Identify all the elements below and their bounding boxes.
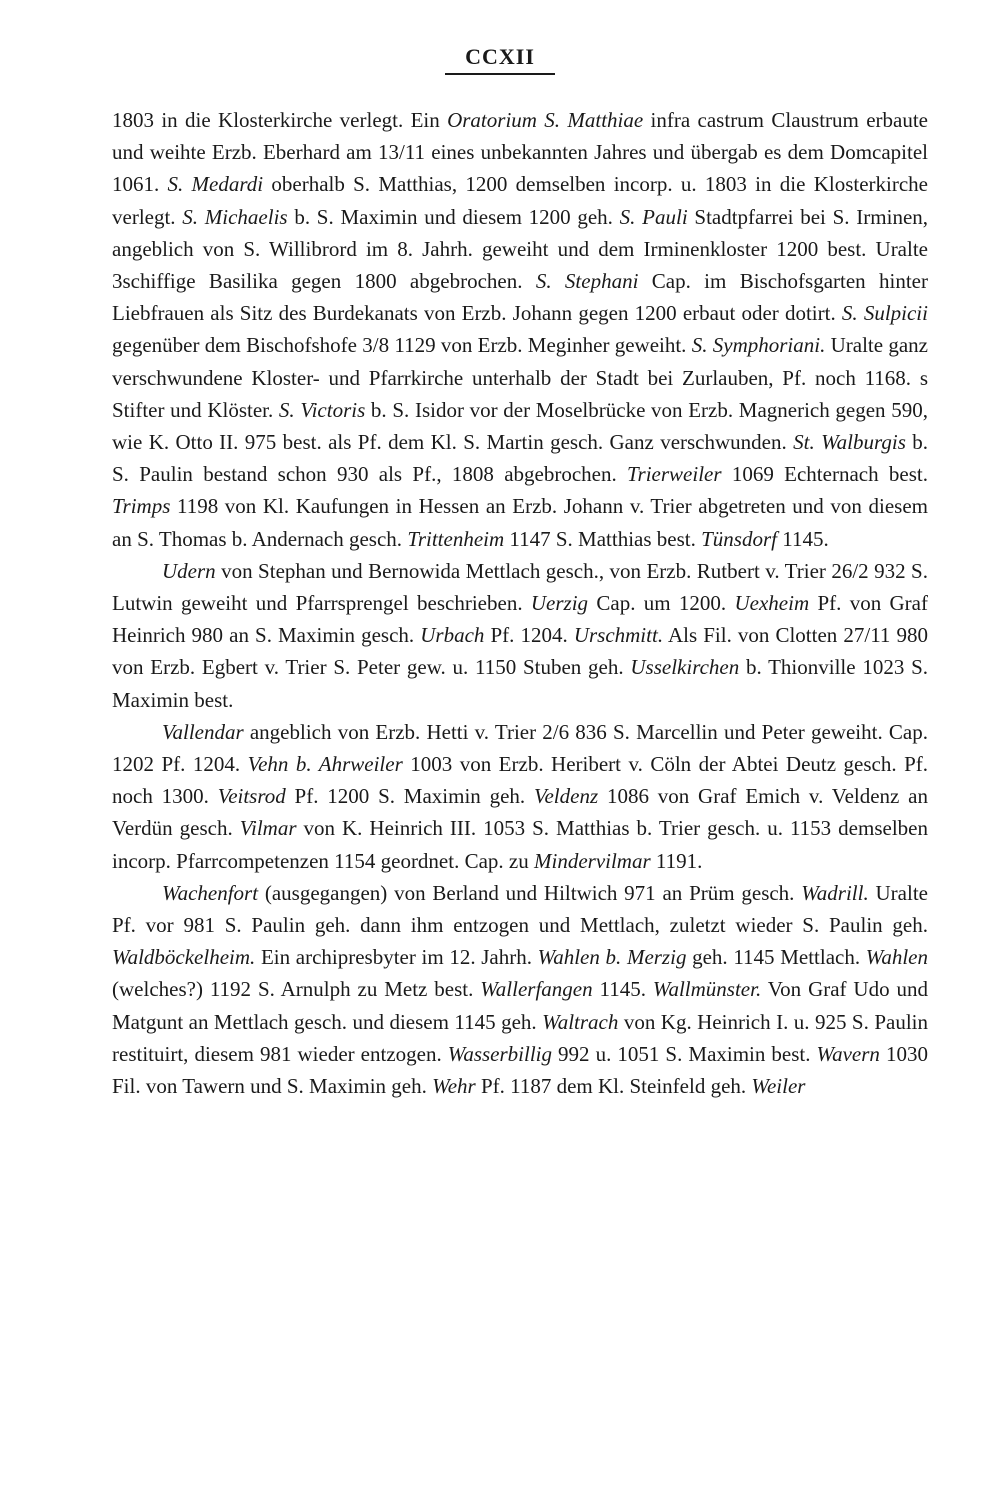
entry-name: Urbach [420,623,485,648]
entry-text: 1069 Echternach best. [721,462,928,487]
entry-text: oberhalb S. Matthias, 1200 demselben incorp. u. 1803 in die Klosterkirche verlegt. [112,172,929,229]
entry-name: Wadrill. [801,880,869,905]
entry-text: b. S. Paulin bestand schon 930 als Pf., 1808 abgebrochen. [112,430,928,487]
entry-text: 1003 von Erzb. Heribert v. Cöln der Abtei Deutz gesch. Pf. noch 1300. [112,752,928,809]
entry-name: Wahlen b. Merzig [537,945,687,970]
entry-name: Urschmitt. [573,623,664,648]
entry-name: Waltrach [542,1009,619,1034]
entry-name: Mindervilmar [534,848,651,873]
entry-text: Ein archipresbyter im 12. Jahrh. [255,945,538,970]
entry-text: Stadtpfarrei bei S. Irminen, angeblich von S. Willibrord im 8. Jahrh. geweiht und dem Irminenkloster 1200 best. Uralte 3schiffige Basilika gegen 1800 abgebrochen. [112,204,929,294]
paragraph [112,877,928,1102]
entry-text: (ausgegangen) von Berland und Hiltwich 971 an Prüm gesch. [258,880,802,905]
entry-name: Vehn b. Ahrweiler [247,752,403,777]
entry-text: 1191. [650,848,703,873]
entry-text: angeblich von Erzb. Hetti v. Trier 2/6 836 S. Marcellin und Peter geweiht. Cap. 1202 Pf. 1204. [112,719,928,777]
entry-text: 1147 S. Matthias best. [504,526,702,551]
entry-name: Wallerfangen [480,977,593,1002]
entry-text: von K. Heinrich III. 1053 S. Matthias b. Trier gesch. u. 1153 demselben incorp. Pfarrcompetenzen 1154 geordnet. Cap. zu [112,816,928,873]
entry-name: S. Pauli [619,204,688,229]
entry-text: von Kg. Heinrich I. u. 925 S. Paulin restituirt, diesem 981 wieder entzogen. [112,1009,928,1066]
page-header [0,44,1000,75]
entry-name: Wasserbillig [447,1041,553,1066]
entry-name: Wavern [816,1041,880,1066]
entry-name: Veldenz [533,784,599,809]
entry-text: b. S. Isidor vor der Moselbrücke von Erzb. Magnerich gegen 590, wie K. Otto II. 975 best. als Pf. dem Kl. S. Martin gesch. Ganz verschwunden. [112,397,928,455]
entry-name: Wachenfort [162,880,259,905]
page-number-roman: CCXII [445,44,555,75]
entry-name: Uerzig [530,591,589,616]
entry-name: Trittenheim [407,526,505,551]
entry-text: 1145. [592,977,653,1002]
entry-name: Wallmünster. [652,977,762,1002]
body-text [112,104,928,1102]
entry-name: Trierweiler [627,462,722,487]
paragraph [112,555,928,716]
entry-name: Waldböckelheim. [112,945,256,970]
entry-text: 992 u. 1051 S. Maximin best. [552,1041,817,1066]
entry-text: (welches?) 1192 S. Arnulph zu Metz best. [112,977,481,1002]
entry-name: S. Michaelis [182,204,288,229]
entry-name: Wehr [432,1074,476,1099]
entry-text: Uralte ganz verschwundene Kloster- und Pfarrkirche unterhalb der Stadt bei Zurlauben, Pf. noch 1168. s Stifter und Klöster. [112,333,928,422]
entry-text: infra castrum Claustrum erbaute und weihte Erzb. Eberhard am 13/11 eines unbekannten Jahres und übergab es dem Domcapitel 1061. [112,108,928,197]
entry-text: Cap. im Bischofsgarten hinter Liebfrauen als Sitz des Burdekanats von Erzb. Johann gegen 1200 erbaut oder dotirt. [112,269,928,326]
entry-text: geh. 1145 Mettlach. [686,945,866,970]
entry-text: gegenüber dem Bischofshofe 3/8 1129 von Erzb. Meginher geweiht. [112,333,692,358]
entry-name: Oratorium S. Matthiae [447,108,644,132]
entry-name: Usselkirchen [630,655,740,680]
entry-name: Uexheim [734,591,810,616]
entry-text: b. S. Maximin und diesem 1200 geh. [287,204,620,229]
entry-text: 1198 von Kl. Kaufungen in Hessen an Erzb. Johann v. Trier abgetreten und von diesem an S. Thomas b. Andernach gesch. [112,494,928,551]
entry-name: Tünsdorf [701,526,777,551]
entry-text: Als Fil. von Clotten 27/11 980 von Erzb. Egbert v. Trier S. Peter gew. u. 1150 Stuben geh. [112,623,929,680]
entry-name: S. Symphoriani. [691,333,826,358]
entry-name: S. Medardi [167,172,264,197]
entry-text: Pf. von Graf Heinrich 980 an S. Maximin gesch. [112,591,928,648]
entry-text: Pf. 1204. [484,623,574,648]
entry-text: 1086 von Graf Emich v. Veldenz an Verdün gesch. [112,784,929,841]
entry-name: S. Stephani [535,269,639,294]
entry-text: Pf. 1187 dem Kl. Steinfeld geh. [475,1074,752,1099]
entry-name: Vilmar [239,816,297,841]
entry-name: Veitsrod [217,784,286,809]
entry-text: 1145. [776,526,829,551]
entry-name: Trimps [112,494,171,519]
entry-name: S. Sulpicii [841,301,928,326]
entry-text: Uralte Pf. vor 981 S. Paulin geh. dann ihm entzogen und Mettlach, zuletzt wieder S. Paulin geh. [112,880,928,938]
entry-name: S. Victoris [278,397,366,422]
entry-name: Weiler [751,1074,806,1099]
entry-name: Udern [162,558,216,583]
paragraph [112,716,928,877]
entry-name: Vallendar [162,719,244,744]
entry-text: 1030 Fil. von Tawern und S. Maximin geh. [112,1041,928,1099]
entry-name: Wahlen [865,945,929,970]
entry-text: von Stephan und Bernowida Mettlach gesch., von Erzb. Rutbert v. Trier 26/2 932 S. Lutwin geweiht und Pfarrsprengel beschrieben. [112,558,928,616]
entry-text: Pf. 1200 S. Maximin geh. [285,784,534,809]
entry-text: Cap. um 1200. [588,591,735,616]
entry-text: 1803 in die Klosterkirche verlegt. Ein [112,108,448,132]
entry-text: Von Graf Udo und Matgunt an Mettlach gesch. und diesem 1145 geh. [112,977,928,1034]
entry-name: St. Walburgis [793,430,906,455]
paragraph [112,104,928,555]
entry-text: b. Thionville 1023 S. Maximin best. [112,655,928,712]
